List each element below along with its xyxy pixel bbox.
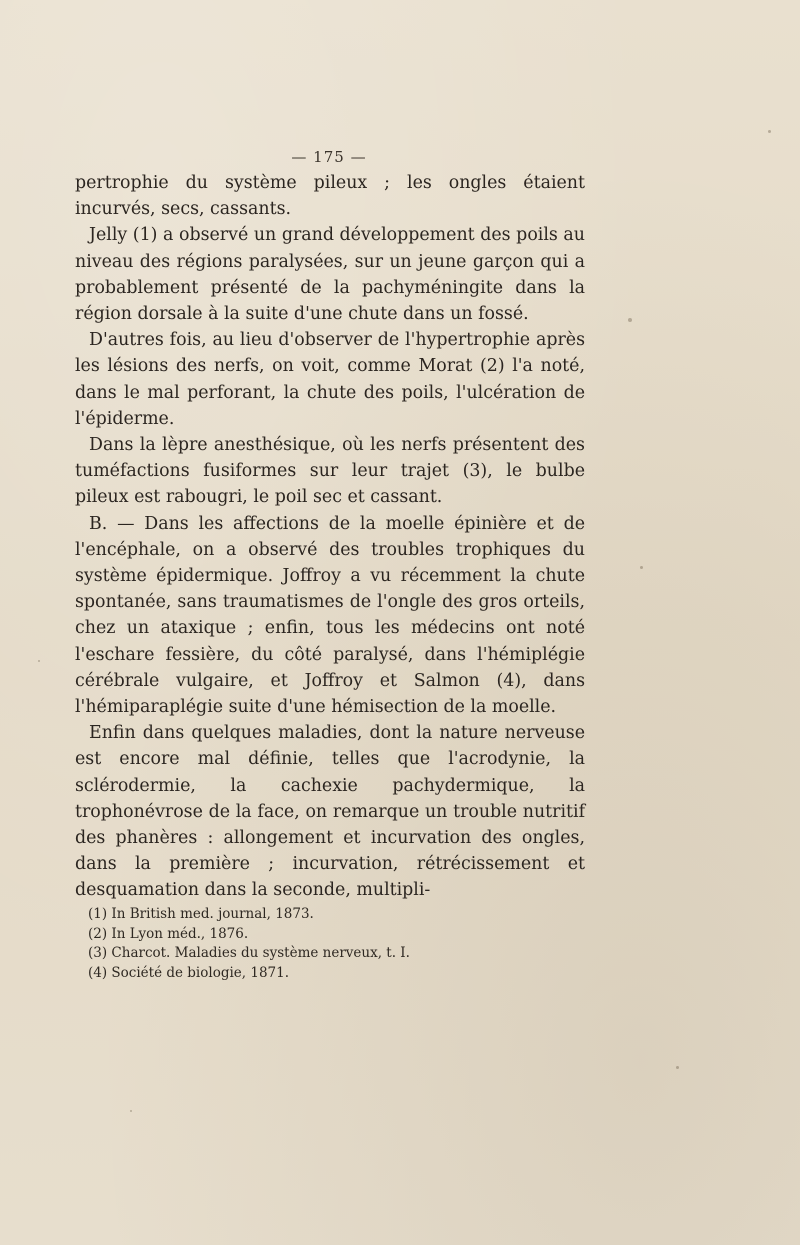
paragraph: Jelly (1) a observé un grand développement des poils au niveau des régions paralysées, sur un jeune garçon qui a probablement présenté de la pachyméningite dans la région dorsale à la suite d'une chute dans un fossé. xyxy=(75,225,585,325)
footnote: (1) In British med. journal, 1873. xyxy=(88,906,314,922)
page-number: — 175 — xyxy=(291,148,367,166)
paper-speck xyxy=(640,566,643,569)
paper-speck xyxy=(628,318,632,322)
paper-speck xyxy=(768,130,771,133)
footnote: (4) Société de biologie, 1871. xyxy=(88,964,289,981)
body-text xyxy=(75,170,585,904)
paper-speck xyxy=(676,1066,679,1069)
paper-speck xyxy=(130,1110,132,1112)
paper-speck xyxy=(38,660,40,662)
paragraph: B. — Dans les affections de la moelle épinière et de l'encéphale, on a observé des troubles trophiques du système épidermique. Joffroy a vu récemment la chute spontanée, sans traumatismes de l'ongle des gros orteils, chez un ataxique ; enfin, tous les médecins ont noté l'eschare fessière, du côté paralysé, dans l'hémiplégie cérébrale vulgaire, et Joffroy et Salmon (4), dans l'hémiparaplégie suite d'une hémisection de la moelle. xyxy=(75,513,585,718)
paragraph: Dans la lèpre anesthésique, où les nerfs présentent des tuméfactions fusiformes sur leur trajet (3), le bulbe pileux est rabougri, le poil sec et cassant. xyxy=(75,435,585,508)
footnote: (3) Charcot. Maladies du système nerveux, t. I. xyxy=(88,945,410,961)
footnote: (2) In Lyon méd., 1876. xyxy=(88,925,249,942)
footnotes xyxy=(88,905,548,983)
paragraph: D'autres fois, au lieu d'observer de l'hypertrophie après les lésions des nerfs, on voit, comme Morat (2) l'a noté, dans le mal perforant, la chute des poils, l'ulcération de l'épiderme. xyxy=(75,330,585,429)
paragraph: pertrophie du système pileux ; les ongles étaient incurvés, secs, cassants. xyxy=(75,173,585,220)
paragraph: Enfin dans quelques maladies, dont la nature nerveuse est encore mal définie, telles que l'acrodynie, la sclérodermie, la cachexie pachydermique, la trophonévrose de la face, on remarque un trouble nutritif des phanères : allongement et incurvation des ongles, dans la première ; incurvation, rétrécissement et desquamation dans la seconde, multipli- xyxy=(75,723,585,901)
